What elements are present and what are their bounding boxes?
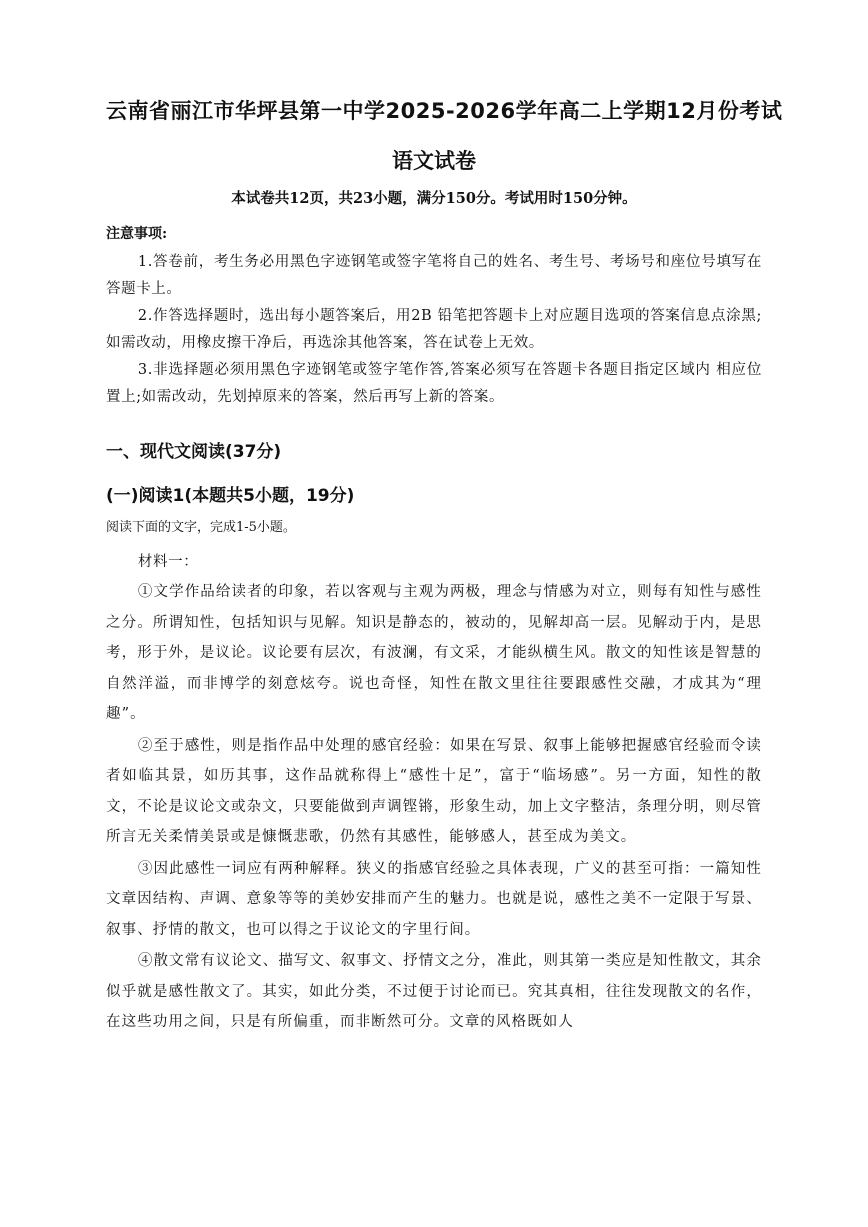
material-paragraph: ①文学作品给读者的印象，若以客观与主观为两极，理念与情感为对立，则每有知性与感性之分。所谓知性，包括知识与见解。知识是静态的，被动的，见解却高一层。见解动于内，是思考，形于外，是议论。议论要有层次，有波澜，有文采，才能纵横生风。散文的知性该是智慧的自然洋溢，而非博学的刻意炫夸。说也奇怪，知性在散文里往往要跟感性交融，才成其为“理趣”。 (106, 584, 762, 722)
reading-instruction: 阅读下面的文字，完成1-5小题。 (106, 520, 296, 535)
exam-title: 云南省丽江市华坪县第一中学2025-2026学年高二上学期12月份考试 (106, 99, 783, 123)
note-item: 1.答卷前，考生务必用黑色字迹钢笔或签字笔将自己的姓名、考生号、考场号和座位号填写在答题卡上。 (106, 254, 762, 297)
note-item: 3.非选择题必须用黑色字迹钢笔或签字笔作答,答案必须写在答题卡各题目指定区域内 相应位置上;如需改动，先划掉原来的答案，然后再写上新的答案。 (106, 362, 762, 405)
material-paragraph: ④散文常有议论文、描写文、叙事文、抒情文之分，准此，则其第一类应是知性散文，其余似乎就是感性散文了。其实，如此分类，不过便于讨论而已。究其真相，往往发现散文的名作，在这些功用之间，只是有所偏重，而非断然可分。文章的风格既如人 (106, 953, 762, 1030)
material-paragraph: ②至于感性，则是指作品中处理的感官经验：如果在写景、叙事上能够把握感官经验而令读者如临其景，如历其事，这作品就称得上“感性十足”，富于“临场感”。另一方面，知性的散文，不论是议论文或杂文，只要能做到声调铿锵，形象生动，加上文字整洁，条理分明，则尽管所言无关柔情美景或是慷慨悲歌，仍然有其感性，能够感人，甚至成为美文。 (106, 737, 762, 845)
note-item: 2.作答选择题时，选出每小题答案后，用2B 铅笔把答题卡上对应题目选项的答案信息点涂黑;如需改动，用橡皮擦干净后，再选涂其他答案，答在试卷上无效。 (106, 308, 762, 351)
section-heading: 一、现代文阅读(37分) (106, 442, 282, 462)
material-label: 材料一： (137, 554, 199, 570)
notes-list (106, 249, 762, 411)
material-paragraph: ③因此感性一词应有两种解释。狭义的指感官经验之具体表现，广义的甚至可指：一篇知性文章因结构、声调、意象等等的美妙安排而产生的魅力。也就是说，感性之美不一定限于写景、叙事、抒情的散文，也可以得之于议论文的字里行间。 (106, 860, 762, 938)
exam-info: 本试卷共12页，共23小题，满分150分。考试用时150分钟。 (231, 190, 637, 207)
notes-heading: 注意事项: (106, 226, 168, 242)
subsection-heading: (一)阅读1(本题共5小题，19分) (106, 486, 355, 506)
exam-subject-title: 语文试卷 (392, 149, 476, 173)
